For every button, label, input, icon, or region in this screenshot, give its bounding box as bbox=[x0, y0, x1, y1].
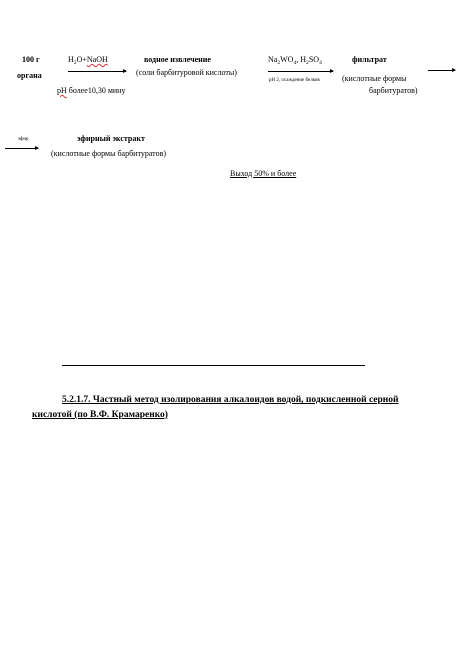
aqueous-extract-title: водное извлечение bbox=[144, 55, 211, 64]
filtrate-note-1: (кислотные формы bbox=[342, 74, 407, 83]
organ-amount: 100 г bbox=[22, 55, 40, 64]
organ-label: органа bbox=[17, 71, 42, 80]
yield-note: Выход 50% и более bbox=[230, 169, 297, 178]
ether-label: эфир bbox=[18, 137, 29, 142]
precipitation-condition: рН 2, осаждение белков bbox=[269, 78, 320, 83]
filtrate-note-2: барбитуратов) bbox=[369, 86, 418, 95]
ether-extract-title: эфирный экстракт bbox=[77, 134, 145, 143]
filtrate-title: фильтрат bbox=[352, 55, 387, 64]
condition-ph: рН более10,30 мину bbox=[57, 86, 126, 95]
arrow-3 bbox=[428, 70, 455, 71]
ether-extract-note: (кислотные формы барбитуратов) bbox=[51, 149, 167, 158]
section-heading: 5.2.1.7. Частный метод изолирования алкалоидов водой, подкисленной серной кислотой (по В.Ф. Крамаренко) bbox=[32, 395, 399, 420]
arrow-2 bbox=[268, 71, 333, 72]
aqueous-extract-note: (соли барбитуровой кислоты) bbox=[136, 68, 237, 77]
section-divider bbox=[62, 365, 365, 366]
precipitation-reagents: $Na_2WO_4$, $H_2SO_4$ bbox=[268, 55, 322, 66]
arrow-1 bbox=[68, 71, 126, 72]
reagent-formula: $H_2O+NaOH$ bbox=[68, 55, 108, 66]
arrow-4 bbox=[5, 148, 38, 149]
